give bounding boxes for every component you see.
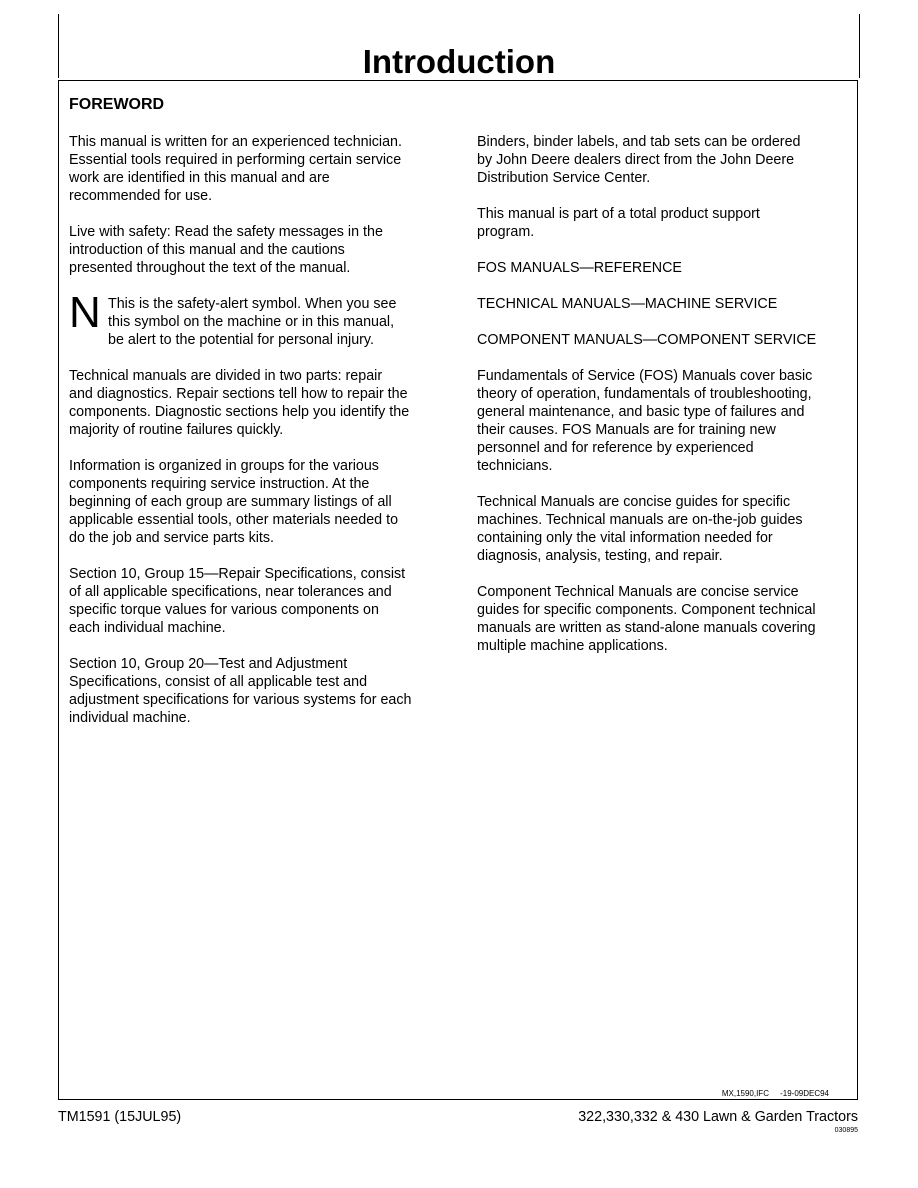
left-column — [69, 133, 441, 745]
right-column — [477, 133, 849, 673]
paragraph: This manual is written for an experienced technician. Essential tools required in performing certain service work are identified in this manual and are recommended for use. — [69, 134, 402, 204]
paragraph: Live with safety: Read the safety messages in the introduction of this manual and the cautions presented throughout the text of the manual. — [69, 224, 383, 276]
content-box — [58, 80, 858, 1100]
manual-type-heading: FOS MANUALS—REFERENCE — [477, 260, 682, 276]
paragraph: Component Technical Manuals are concise service guides for specific components. Component technical manuals are written as stand-alone manuals covering multiple machine applications. — [477, 584, 816, 654]
paragraph: Technical manuals are divided in two parts: repair and diagnostics. Repair sections tell how to repair the components. Diagnostic sections help you identify the majority of routine failures quickly. — [69, 368, 410, 438]
safety-alert-block — [69, 288, 441, 349]
paragraph: Binders, binder labels, and tab sets can be ordered by John Deere dealers direct from the John Deere Distribution Service Center. — [477, 134, 801, 186]
manual-type-heading: COMPONENT MANUALS—COMPONENT SERVICE — [477, 332, 817, 348]
paragraph: Fundamentals of Service (FOS) Manuals cover basic theory of operation, fundamentals of troubleshooting, general maintenance, and basic type of failures and their causes. FOS Manuals are for training new personnel and for reference by experienced technicians. — [477, 368, 813, 474]
box-reference-code: MX,1590,IFC -19-09DEC94 — [721, 1089, 829, 1098]
safety-alert-icon: N — [69, 288, 101, 337]
page-title: Introduction — [362, 43, 556, 80]
paragraph: Section 10, Group 15—Repair Specifications, consist of all applicable specifications, near tolerances and specific torque values for various components on each individual machine. — [69, 566, 406, 636]
paragraph: Technical Manuals are concise guides for specific machines. Technical manuals are on-the-job guides containing only the vital information needed for diagnosis, analysis, testing, and repair. — [477, 494, 803, 564]
footer-manual-id: TM1591 (15JUL95) — [58, 1109, 182, 1125]
section-heading: FOREWORD — [69, 96, 165, 113]
paragraph: Information is organized in groups for the various components requiring service instruction. At the beginning of each group are summary listings of all applicable essential tools, other materials needed to do the job and service parts kits. — [69, 458, 399, 546]
footer-product: 322,330,332 & 430 Lawn & Garden Tractors — [578, 1109, 858, 1125]
paragraph: Section 10, Group 20—Test and Adjustment Specifications, consist of all applicable test and adjustment specifications for various systems for each individual machine. — [69, 656, 412, 726]
title-frame — [58, 14, 860, 78]
paragraph: This manual is part of a total product support program. — [477, 206, 760, 240]
safety-alert-text: This is the safety-alert symbol. When you see this symbol on the machine or in this manual, be alert to the potential for personal injury. — [108, 296, 397, 348]
footer-code: 030895 — [834, 1127, 858, 1134]
manual-type-heading: TECHNICAL MANUALS—MACHINE SERVICE — [477, 296, 778, 312]
